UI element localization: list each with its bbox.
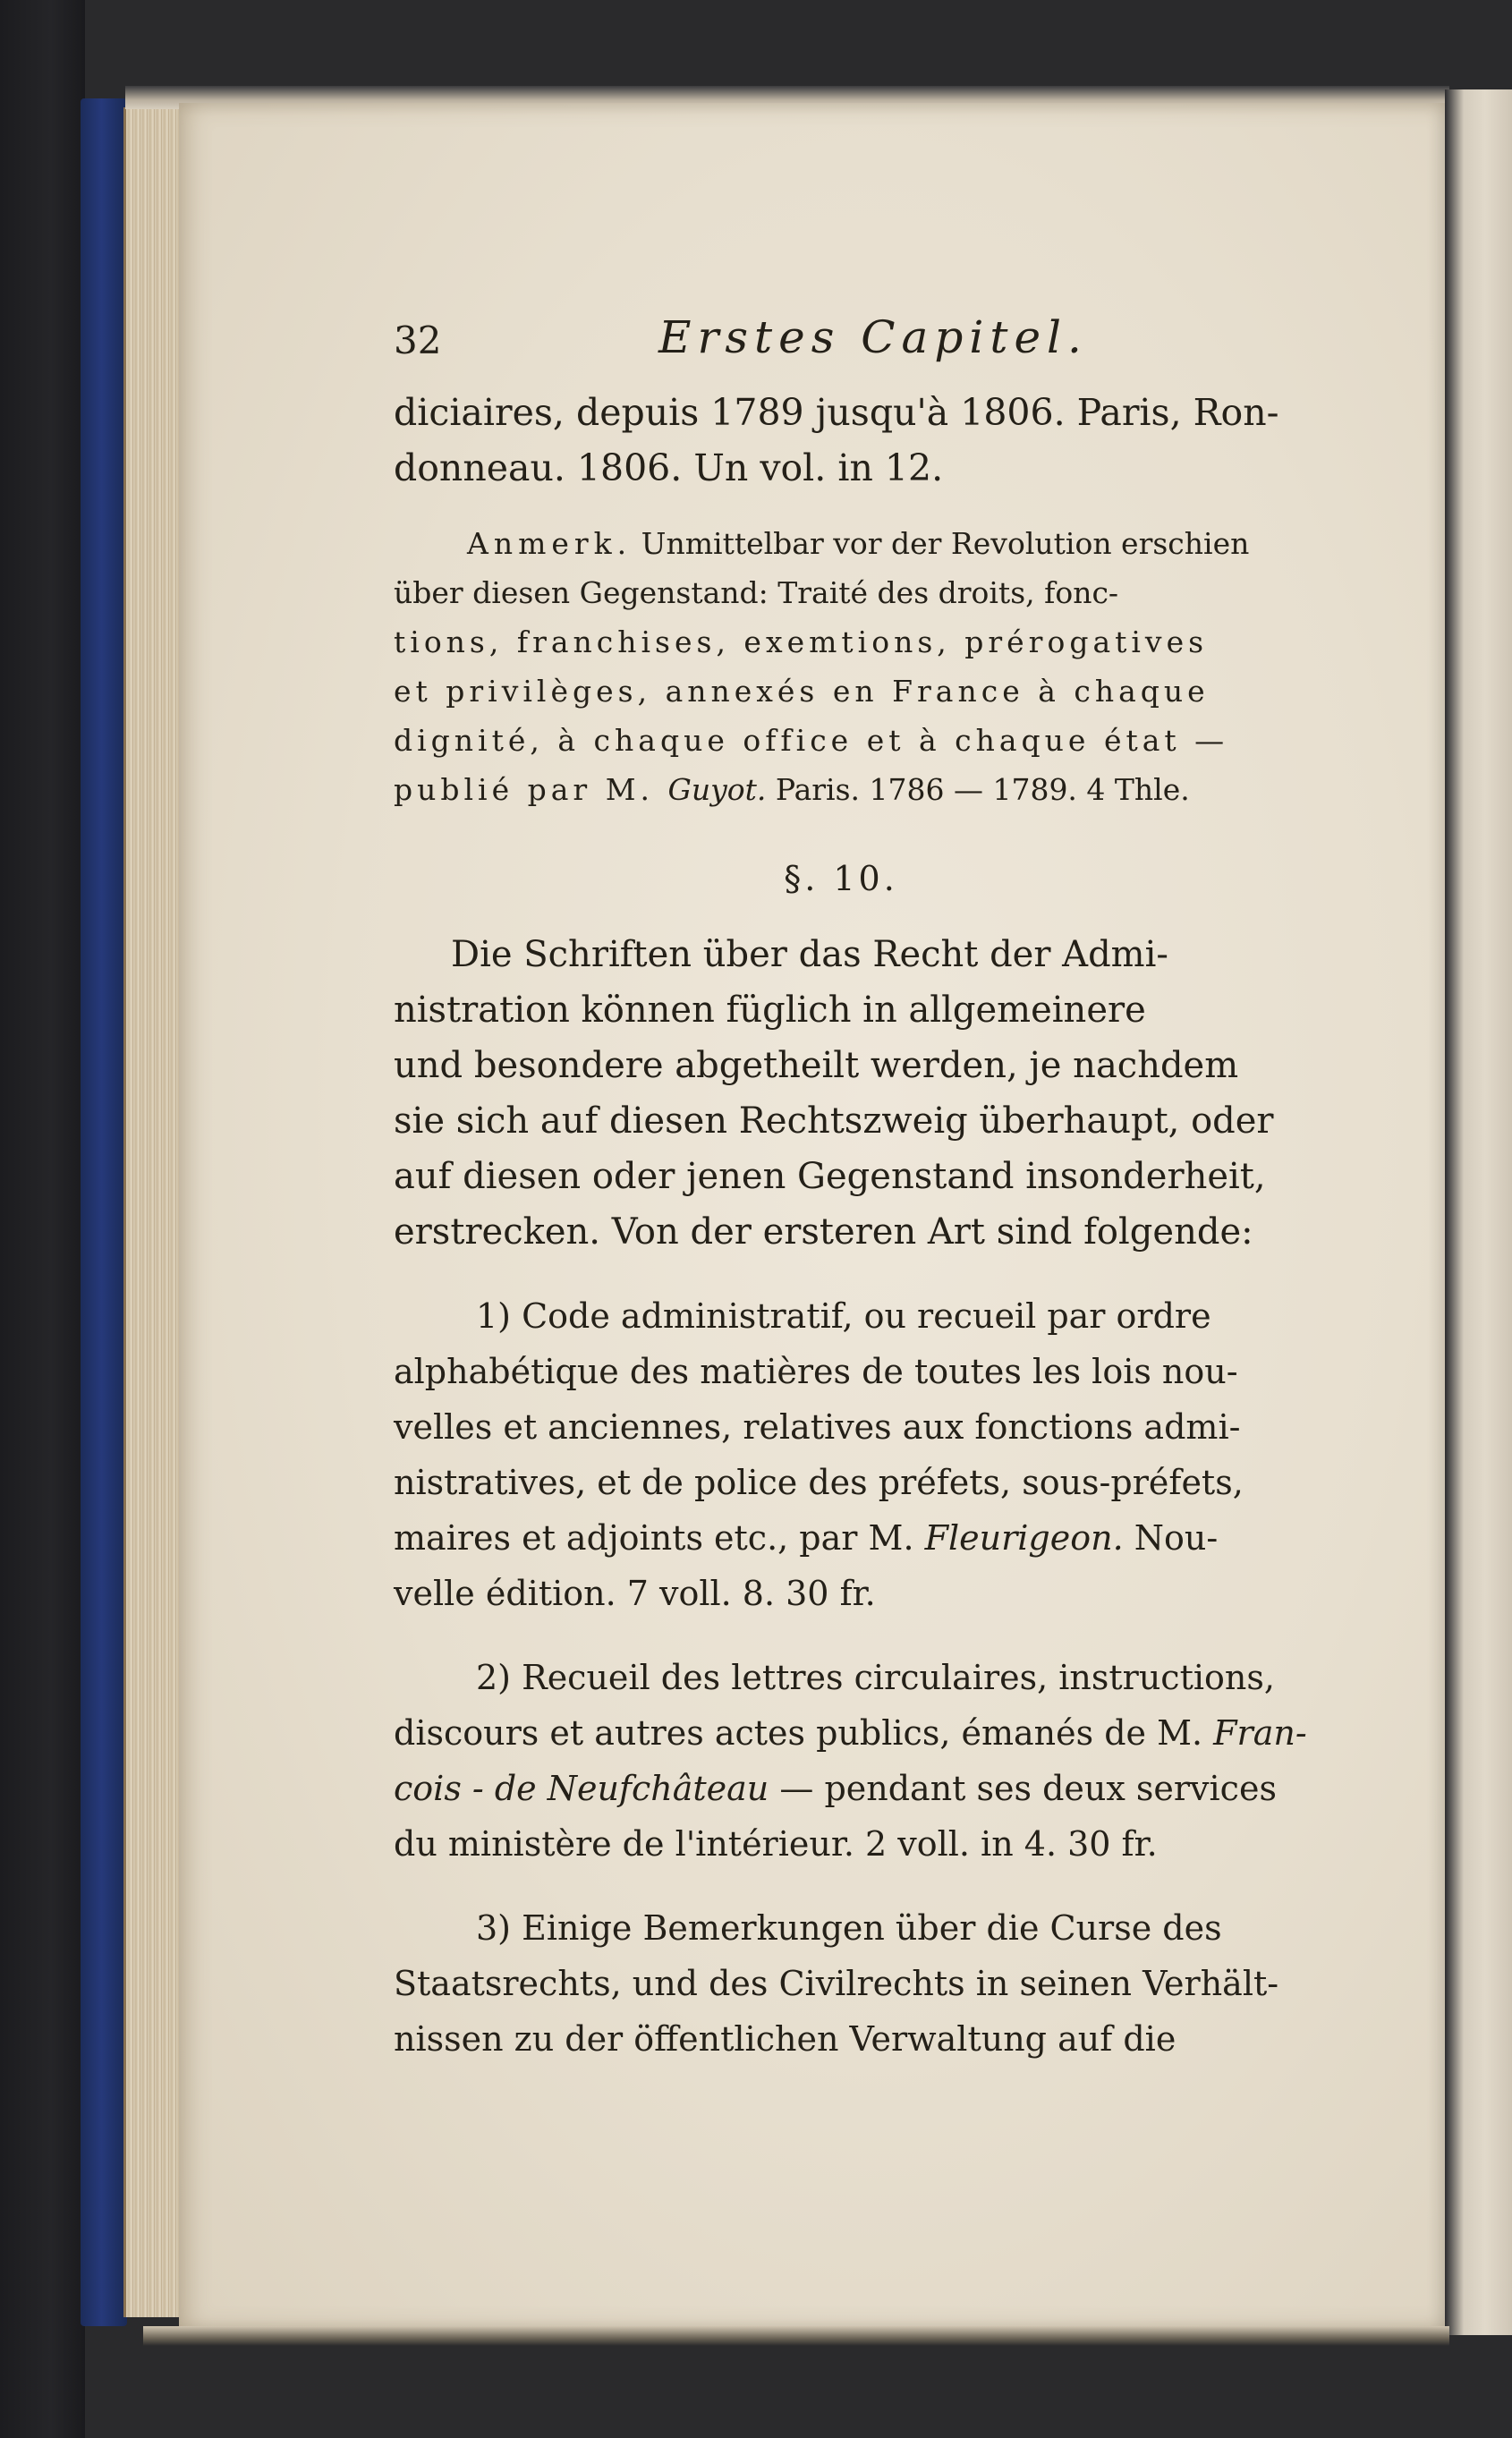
text-line: über diesen Gegenstand: Traité des droits, fonc-: [394, 575, 1119, 610]
body-paragraph: [394, 927, 1324, 1260]
text-line: sie sich auf diesen Rechtszweig überhaupt, oder: [394, 1100, 1274, 1142]
text-line: donneau. 1806. Un vol. in 12.: [394, 446, 944, 489]
text-line: [394, 1761, 1324, 1816]
page-header: [394, 304, 1324, 385]
text-line: und besondere abgetheilt werden, je nachdem: [394, 1045, 1239, 1086]
text-line: diciaires, depuis 1789 jusqu'à 1806. Paris, Ron-: [394, 391, 1279, 434]
text-line: 2) Recueil des lettres circulaires, instructions,: [476, 1658, 1275, 1697]
item-author: cois - de Neufchâteau: [394, 1769, 769, 1808]
continuation-paragraph: [394, 385, 1324, 496]
facing-page-edge: [1445, 89, 1512, 2335]
text-line: 1) Code administratif, ou recueil par ordre: [476, 1296, 1211, 1336]
text-line: dignité, à chaque office et à chaque état —: [394, 723, 1229, 758]
section-heading: §. 10.: [784, 859, 898, 898]
item-text: Nou-: [1123, 1518, 1219, 1558]
text-line: [394, 1705, 1324, 1761]
page-bottom-edge: [143, 2326, 1449, 2346]
background-left: [0, 0, 85, 2438]
list-item: [394, 1900, 1324, 2067]
list-item: [394, 1650, 1324, 1872]
text-line: nistration können füglich in allgemeinere: [394, 990, 1146, 1031]
text-line: auf diesen oder jenen Gegenstand insonderheit,: [394, 1156, 1266, 1197]
text-line: [394, 1510, 1324, 1566]
item-text: discours et autres actes publics, émanés de M.: [394, 1713, 1214, 1753]
text-line: [394, 519, 1324, 568]
item-text: — pendant ses deux services: [769, 1769, 1277, 1808]
text-line: nistratives, et de police des préfets, sous-préfets,: [394, 1463, 1244, 1502]
note-text: Unmittelbar vor der Revolution erschien: [632, 526, 1250, 561]
text-line: nissen zu der öffentlichen Verwaltung auf die: [394, 2019, 1176, 2059]
note-label: Anmerk.: [467, 526, 633, 561]
running-title: Erstes Capitel.: [658, 311, 1088, 363]
list-item: [394, 1288, 1324, 1621]
item-text: maires et adjoints etc., par M.: [394, 1518, 925, 1558]
annotation-note: [394, 519, 1324, 814]
text-line: Die Schriften über das Recht der Admi-: [451, 934, 1168, 975]
note-text: publié par M.: [394, 772, 668, 807]
note-author: Guyot.: [667, 772, 767, 807]
note-text: Paris. 1786 — 1789. 4 Thle.: [766, 772, 1190, 807]
text-line: du ministère de l'intérieur. 2 voll. in 4. 30 fr.: [394, 1824, 1158, 1864]
text-line: erstrecken. Von der ersteren Art sind folgende:: [394, 1211, 1253, 1253]
text-line: velles et anciennes, relatives aux fonctions admi-: [394, 1407, 1241, 1447]
book-spine: [81, 98, 127, 2326]
item-author: Fran-: [1213, 1713, 1307, 1753]
text-line: et privilèges, annexés en France à chaque: [394, 674, 1210, 709]
page-number: 32: [394, 319, 442, 362]
text-line: alphabétique des matières de toutes les lois nou-: [394, 1352, 1238, 1391]
page-content: [394, 304, 1324, 2067]
text-line: tions, franchises, exemtions, prérogatives: [394, 624, 1209, 659]
text-line: 3) Einige Bemerkungen über die Curse des: [476, 1908, 1222, 1948]
text-line: [394, 765, 1324, 814]
text-line: velle édition. 7 voll. 8. 30 fr.: [394, 1574, 876, 1613]
item-author: Fleurigeon.: [924, 1518, 1124, 1558]
text-line: Staatsrechts, und des Civilrechts in seinen Verhält-: [394, 1964, 1279, 2003]
